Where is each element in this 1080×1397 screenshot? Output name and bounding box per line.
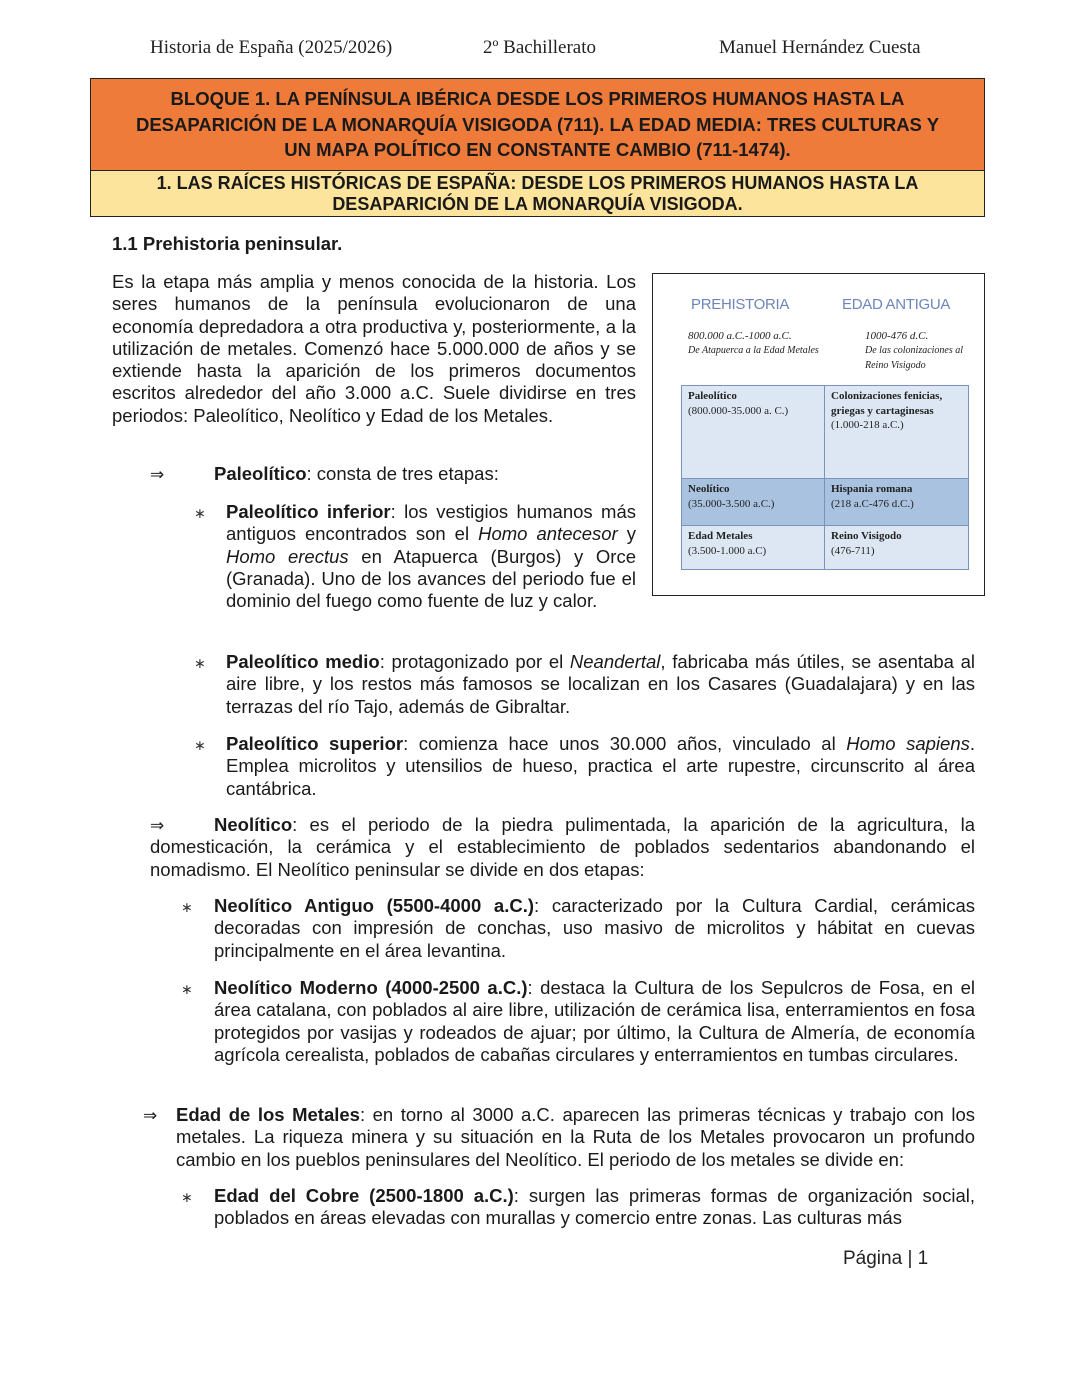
figure-col1-desc: De Atapuerca a la Edad Metales xyxy=(688,345,819,356)
metales-paragraph xyxy=(176,1104,975,1171)
text-segment: y xyxy=(617,523,637,545)
cell-dates: (218 a.C-476 d.C.) xyxy=(831,497,914,510)
block-title-line-3: UN MAPA POLÍTICO EN CONSTANTE CAMBIO (711-1474). xyxy=(284,139,791,161)
cell-title: Neolítico xyxy=(688,483,730,495)
arrow-marker: ⇒ xyxy=(150,465,165,485)
neolitico-paragraph xyxy=(150,814,975,881)
text-segment: en Atapuerca (Burgos) y Orce (Granada). Uno de los avances del periodo fue el dominio del fuego como fuente de luz y calor. xyxy=(226,545,636,612)
paleolitico-medio-title: Paleolítico medio xyxy=(226,651,380,672)
species-homo-erectus: Homo erectus xyxy=(226,545,349,567)
cell-dates: (1.000-218 a.C.) xyxy=(831,419,904,431)
bullet-marker: ∗ xyxy=(194,506,206,522)
species-homo-sapiens: Homo sapiens xyxy=(846,733,970,754)
figure-col2-desc-2: Reino Visigodo xyxy=(865,360,926,371)
block-title-line-2: DESAPARICIÓN DE LA MONARQUÍA VISIGODA (711). LA EDAD MEDIA: TRES CULTURAS Y xyxy=(135,113,940,135)
bullet-marker: ∗ xyxy=(194,656,206,672)
cell-title: Colonizaciones fenicias, griegas y cartaginesas xyxy=(831,390,943,417)
header-level: 2º Bachillerato xyxy=(483,37,596,58)
neolitico-moderno-title: Neolítico Moderno (4000-2500 a.C.) xyxy=(214,977,528,998)
species-neandertal: Neandertal xyxy=(569,651,661,672)
cell-title: Edad Metales xyxy=(688,530,753,542)
cell-dates: (35.000-3.500 a.C.) xyxy=(688,497,775,510)
paleolitico-inferior-title: Paleolítico inferior xyxy=(226,501,391,522)
neolitico-text: : es el periodo de la piedra pulimentada, la aparición de la agricultura, la domesticación, la cerámica y el establecimiento de poblados sedentarios abandonando el nomadismo. El Neolítico peninsular se divide en dos etapas: xyxy=(150,814,975,880)
neolitico-title: Neolítico xyxy=(214,814,293,835)
text-segment: : protagonizado por el xyxy=(379,651,570,672)
paleolitico-inferior-paragraph xyxy=(226,501,636,612)
species-homo-antecesor: Homo antecesor xyxy=(478,523,618,545)
paleolitico-medio-paragraph xyxy=(226,651,975,718)
block-title xyxy=(91,79,984,171)
text-segment: : comienza hace unos 30.000 años, vinculado al xyxy=(403,733,847,754)
bullet-marker: ∗ xyxy=(194,738,206,754)
intro-paragraph: Es la etapa más amplia y menos conocida de la historia. Los seres humanos de la península evolucionaron de una economía depredadora a otra productiva y, posteriormente, a la utilización de metales. Comenzó hace 5.000.000 de años y se extiende hasta la aparición de los primeros documentos escritos alrededor del año 3.000 a.C. Suele dividirse en tres periodos: Paleolítico, Neolítico y Edad de los Metales. xyxy=(112,271,636,426)
text-segment: : caracterizado por la Cultura Cardial, cerámicas decoradas con impresión de conchas, uso masivo de microlitos y hábitat en cuevas principalmente en el área levantina. xyxy=(214,895,976,961)
unit-title-line-1: 1. LAS RAÍCES HISTÓRICAS DE ESPAÑA: DESDE LOS PRIMEROS HUMANOS HASTA LA xyxy=(156,172,919,193)
paleolitico-superior-paragraph xyxy=(226,733,975,800)
section-title: 1.1 Prehistoria peninsular. xyxy=(112,233,343,254)
paleolitico-text: : consta de tres etapas: xyxy=(306,463,499,484)
text-segment: : destaca la Cultura de los Sepulcros de Fosa, en el área catalana, con poblados al aire libre, utilización de cerámica lisa, enterramientos en fosa protegidos por vasijas y rodeados de ajuar; por último, la Cultura de Almería, de economía agrícola cerealista, poblados de cabañas circulares y enterramientos en tumbas circulares. xyxy=(214,977,975,1065)
metales-text: : en torno al 3000 a.C. aparecen las primeras técnicas y trabajo con los metales. La riqueza minera y su situación en la Ruta de los Metales provocaron un profundo cambio en los pueblos peninsulares del Neolítico. El periodo de los metales se divide en: xyxy=(176,1104,975,1170)
text-segment: . Emplea microlitos y utensilios de hueso, practica el arte rupestre, circunscrito al área cantábrica. xyxy=(226,733,975,799)
bullet-marker: ∗ xyxy=(181,1190,193,1206)
unit-title xyxy=(91,171,984,216)
figure-col2-heading: EDAD ANTIGUA xyxy=(842,296,951,313)
figure-col1-heading: PREHISTORIA xyxy=(691,296,790,313)
timeline-cell-neolitico xyxy=(682,479,825,526)
figure-col1-subtitle xyxy=(688,329,819,358)
figure-col2-subtitle xyxy=(865,329,963,373)
page-number xyxy=(843,1248,928,1270)
figure-col2-range: 1000-476 d.C. xyxy=(865,330,929,342)
page-number-value: 1 xyxy=(917,1248,929,1269)
cell-dates: (3.500-1.000 a.C) xyxy=(688,544,767,557)
timeline-cell-paleolitico xyxy=(682,386,825,479)
cell-dates: (800.000-35.000 a. C.) xyxy=(688,404,789,417)
edad-cobre-paragraph xyxy=(214,1185,975,1230)
header-course-title: Historia de España (2025/2026) xyxy=(150,37,393,58)
arrow-marker: ⇒ xyxy=(150,816,165,836)
neolitico-antiguo-title: Neolítico Antiguo (5500-4000 a.C.) xyxy=(214,895,535,916)
cell-title: Reino Visigodo xyxy=(831,530,902,542)
page-label: Página xyxy=(843,1248,903,1269)
bullet-marker: ∗ xyxy=(181,900,193,916)
block-title-line-1: BLOQUE 1. LA PENÍNSULA IBÉRICA DESDE LOS PRIMEROS HUMANOS HASTA LA xyxy=(170,88,905,110)
bullet-marker: ∗ xyxy=(181,982,193,998)
page-separator: | xyxy=(907,1248,913,1269)
text-segment: : surgen las primeras formas de organización social, poblados en áreas elevadas con murallas y comercio entre zonas. Las culturas más xyxy=(214,1185,975,1229)
neolitico-moderno-paragraph xyxy=(214,977,975,1066)
timeline-grid xyxy=(681,385,969,570)
header-author: Manuel Hernández Cuesta xyxy=(719,37,921,58)
paleolitico-superior-title: Paleolítico superior xyxy=(226,733,404,754)
text-segment: , fabricaba más útiles, se asentaba al aire libre, y los restos más famosos se localizan en los Casares (Guadalajara) y en las terrazas del río Tajo, además de Gibraltar. xyxy=(226,651,976,717)
timeline-cell-hispania-romana xyxy=(825,479,968,526)
timeline-cell-edad-metales xyxy=(682,526,825,569)
figure-col2-desc-1: De las colonizaciones al xyxy=(865,345,964,356)
paleolitico-heading xyxy=(214,463,644,485)
cell-title: Paleolítico xyxy=(688,390,737,402)
cell-title: Hispania romana xyxy=(831,483,913,495)
metales-title: Edad de los Metales xyxy=(176,1104,360,1125)
edad-cobre-title: Edad del Cobre (2500-1800 a.C.) xyxy=(214,1185,514,1206)
cell-dates: (476-711) xyxy=(831,544,875,557)
block-banner xyxy=(90,78,985,217)
unit-title-line-2: DESAPARICIÓN DE LA MONARQUÍA VISIGODA. xyxy=(332,193,743,214)
neolitico-antiguo-paragraph xyxy=(214,895,975,962)
timeline-cell-colonizaciones xyxy=(825,386,968,479)
prehistory-timeline-figure xyxy=(652,273,985,596)
timeline-cell-reino-visigodo xyxy=(825,526,968,569)
text-segment: : los vestigios humanos más antiguos encontrados son el xyxy=(226,501,636,545)
paleolitico-title: Paleolítico xyxy=(214,463,307,484)
arrow-marker: ⇒ xyxy=(143,1106,158,1126)
figure-col1-range: 800.000 a.C.-1000 a.C. xyxy=(688,330,792,342)
